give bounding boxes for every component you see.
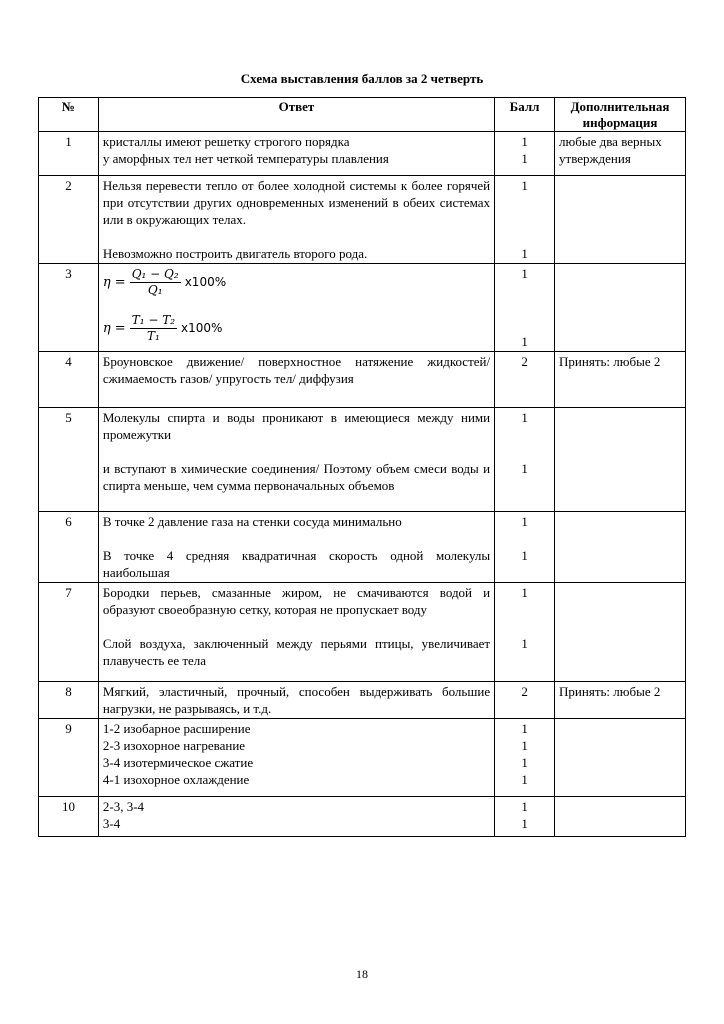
- answer-text: и вступают в химические соединения/ Поэтому объем смеси воды и спирта меньше, чем сумма первоначальных объемов: [102, 461, 491, 493]
- points-cell: [495, 132, 555, 176]
- table-row: [39, 264, 686, 352]
- table-row: [39, 719, 686, 797]
- document-title: Схема выставления баллов за 2 четверть: [240, 71, 484, 86]
- points-cell: [495, 583, 555, 682]
- answer-cell: [98, 797, 494, 837]
- efficiency-formula-1: [103, 265, 490, 299]
- points-value: 1: [521, 151, 528, 166]
- points-value: 1: [521, 772, 528, 787]
- extra-info-cell: [555, 264, 686, 352]
- extra-info-cell: [555, 719, 686, 797]
- extra-info-cell: Принять: любые 2: [555, 682, 686, 719]
- points-value: 1: [521, 134, 528, 149]
- points-value: 1: [521, 334, 528, 349]
- points-cell: [495, 682, 555, 719]
- points-value: 1: [521, 548, 528, 563]
- points-value: 1: [521, 755, 528, 770]
- answer-cell: [98, 512, 494, 583]
- answer-cell: [98, 352, 494, 408]
- formula-denominator: T₁: [146, 328, 160, 343]
- efficiency-formula-2: [103, 311, 490, 345]
- answer-text: 3-4 изотермическое сжатие: [102, 755, 254, 770]
- row-number: 9: [39, 719, 99, 797]
- formula-denominator: Q₁: [147, 282, 163, 297]
- row-number: 3: [39, 264, 99, 352]
- answer-cell: [98, 264, 494, 352]
- points-value: 1: [521, 636, 528, 651]
- points-value: 2: [521, 684, 528, 699]
- points-value: 1: [521, 178, 528, 193]
- answer-text: В точке 2 давление газа на стенки сосуда минимально: [102, 514, 402, 529]
- extra-info-cell: [555, 583, 686, 682]
- points-value: 1: [521, 461, 528, 476]
- points-value: 1: [521, 799, 528, 814]
- table-row: [39, 682, 686, 719]
- formula-multiplier: х100%: [181, 320, 223, 335]
- answer-text: Невозможно построить двигатель второго рода.: [102, 246, 368, 261]
- points-value: 1: [521, 246, 528, 261]
- answer-text: 3-4: [102, 816, 121, 831]
- table-row: [39, 132, 686, 176]
- answer-cell: [98, 583, 494, 682]
- answer-text: Слой воздуха, заключенный между перьями птицы, увеличивает плавучесть ее тела: [102, 636, 491, 668]
- points-cell: [495, 719, 555, 797]
- points-value: 1: [521, 410, 528, 425]
- formula-multiplier: х100%: [184, 274, 227, 289]
- extra-info-cell: Принять: любые 2: [555, 352, 686, 408]
- answer-text: В точке 4 средняя квадратичная скорость одной молекулы наибольшая: [102, 548, 491, 580]
- header-answer: Ответ: [98, 98, 494, 132]
- points-cell: [495, 797, 555, 837]
- table-header-row: [39, 98, 686, 132]
- points-value: 1: [521, 738, 528, 753]
- answer-text: 1-2 изобарное расширение: [102, 721, 251, 736]
- answer-cell: [98, 132, 494, 176]
- answer-text: 4-1 изохорное охлаждение: [102, 772, 250, 787]
- page-number: 18: [356, 967, 368, 981]
- formula-numerator: Q₁ − Q₂: [131, 266, 179, 281]
- answer-text: Нельзя перевести тепло от более холодной системы к более горячей при отсутствии других одновременных изменений в обеих системах или в окружающих телах.: [102, 178, 491, 227]
- answer-cell: [98, 408, 494, 512]
- points-value: 1: [521, 816, 528, 831]
- answer-text: Молекулы спирта и воды проникают в имеющиеся между ними промежутки: [102, 410, 491, 442]
- row-number: 8: [39, 682, 99, 719]
- row-number: 5: [39, 408, 99, 512]
- header-extra: Дополнительная информация: [555, 98, 686, 132]
- row-number: 1: [39, 132, 99, 176]
- table-row: [39, 176, 686, 264]
- table-row: [39, 583, 686, 682]
- answer-text: у аморфных тел нет четкой температуры плавления: [102, 151, 389, 166]
- table-row: [39, 352, 686, 408]
- answer-text: 2-3, 3-4: [102, 799, 145, 814]
- answer-text: Броуновское движение/ поверхностное натяжение жидкостей/ сжимаемость газов/ упругость тел/ диффузия: [102, 354, 491, 386]
- table-row: [39, 512, 686, 583]
- row-number: 7: [39, 583, 99, 682]
- points-value: 2: [521, 354, 528, 369]
- points-value: 1: [521, 585, 528, 600]
- points-cell: [495, 176, 555, 264]
- extra-info-cell: любые два верных утверждения: [555, 132, 686, 176]
- answer-text: Бородки перьев, смазанные жиром, не смачиваются водой и образуют своеобразную сетку, которая не пропускает воду: [102, 585, 491, 617]
- points-value: 1: [521, 266, 528, 281]
- answer-text: Мягкий, эластичный, прочный, способен выдерживать большие нагрузки, не разрываясь, и т.д.: [102, 684, 491, 716]
- extra-info-cell: [555, 512, 686, 583]
- formula-lhs: η =: [102, 274, 126, 290]
- points-cell: [495, 408, 555, 512]
- formula-numerator: T₁ − T₂: [131, 312, 176, 327]
- header-points: Балл: [495, 98, 555, 132]
- points-cell: [495, 352, 555, 408]
- answer-cell: [98, 682, 494, 719]
- table-row: [39, 797, 686, 837]
- points-cell: [495, 264, 555, 352]
- extra-info-cell: [555, 176, 686, 264]
- points-value: 1: [521, 514, 528, 529]
- table-row: [39, 408, 686, 512]
- points-value: 1: [521, 721, 528, 736]
- extra-info-cell: [555, 797, 686, 837]
- points-cell: [495, 512, 555, 583]
- extra-info-cell: [555, 408, 686, 512]
- answer-cell: [98, 176, 494, 264]
- row-number: 6: [39, 512, 99, 583]
- header-num: №: [39, 98, 99, 132]
- scoring-table: [38, 97, 686, 837]
- answer-cell: [98, 719, 494, 797]
- row-number: 2: [39, 176, 99, 264]
- row-number: 10: [39, 797, 99, 837]
- answer-text: кристаллы имеют решетку строгого порядка: [102, 134, 350, 149]
- row-number: 4: [39, 352, 99, 408]
- formula-lhs: η =: [102, 320, 126, 336]
- answer-text: 2-3 изохорное нагревание: [102, 738, 246, 753]
